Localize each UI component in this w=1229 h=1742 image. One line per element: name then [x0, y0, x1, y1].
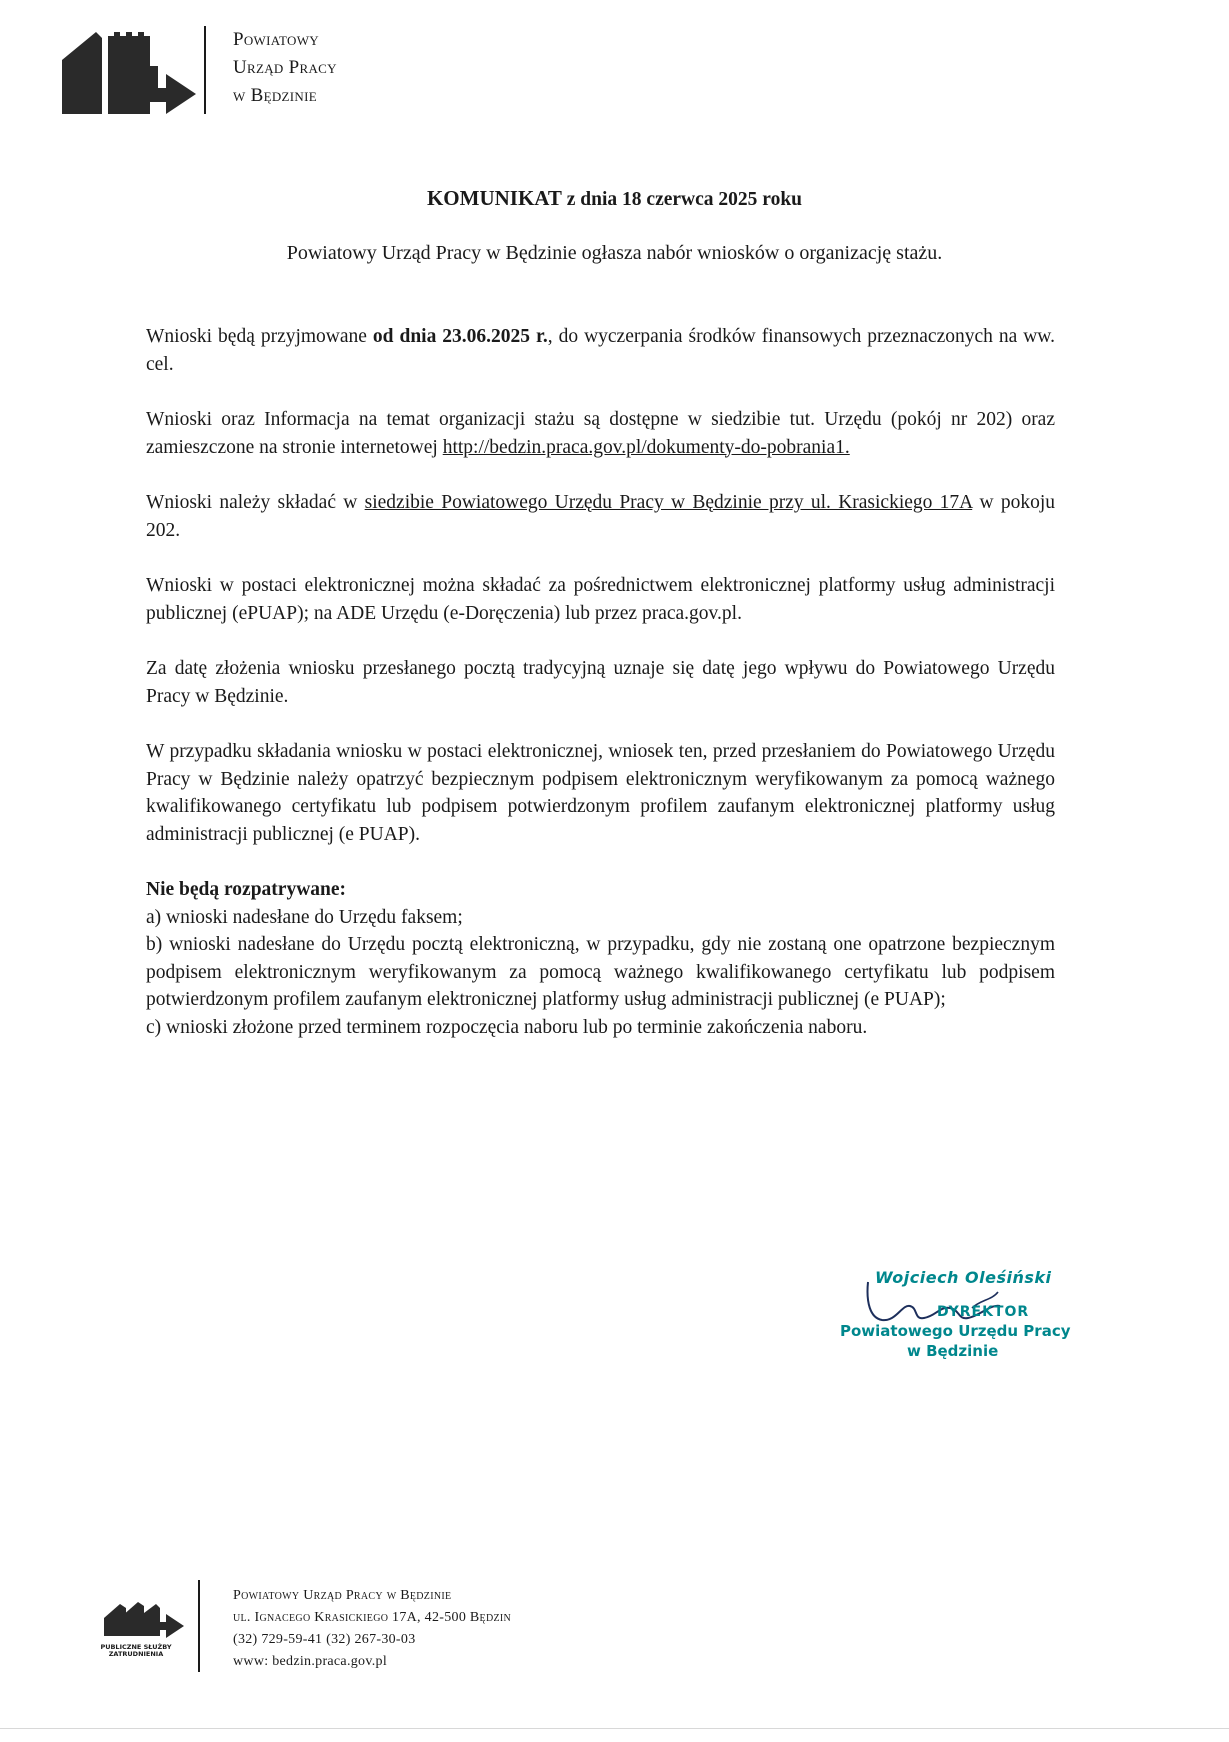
notice-title [0, 186, 1229, 211]
footer-contact [233, 1585, 511, 1673]
stamp-org: Powiatowego Urzędu Pracy [840, 1322, 1071, 1340]
office-address-link: siedzibie Powiatowego Urzędu Pracy w Będzinie przy ul. Krasickiego 17A [364, 492, 973, 513]
director-signature-stamp [840, 1262, 1070, 1372]
office-name-line-3: w Będzinie [233, 85, 317, 106]
paragraph-where-to-submit [146, 489, 1055, 544]
office-name-line-2: Urząd Pracy [233, 57, 337, 78]
footer-www[interactable]: www: bedzin.praca.gov.pl [233, 1654, 388, 1669]
page-edge-rule [0, 1728, 1229, 1729]
p1-end: , do wyczerpania środków finansowych przeznaczonych na ww. cel. [146, 326, 1055, 375]
paragraph-signature-requirement: W przypadku składania wniosku w postaci elektronicznej, wniosek ten, przed przesłaniem do Powiatowego Urzędu Pracy w Będzinie należy opatrzyć bezpiecznym podpisem elektronicznym weryfikowanym za pomocą ważnego kwalifikowanego certyfikatu lub podpisem potwierdzonym profilem zaufanym elektronicznej platformy usług administracji publicznej (e PUAP). [146, 741, 1055, 845]
notice-intro: Powiatowy Urząd Pracy w Będzinie ogłasza nabór wniosków o organizację stażu. [286, 242, 943, 264]
p1-date: od dnia 23.06.2025 r. [372, 326, 548, 347]
rejection-item-a: a) wnioski nadesłane do Urzędu faksem; [146, 906, 463, 928]
rejections-heading: Nie będą rozpatrywane: [146, 879, 347, 900]
pes-logo-icon [100, 1598, 186, 1642]
office-name [233, 26, 337, 110]
footer-office: Powiatowy Urząd Pracy w Będzinie [233, 1588, 452, 1603]
notice-body [146, 323, 1055, 1041]
notice-title-date: z dnia 18 czerwca 2025 roku [566, 189, 803, 210]
pes-label: PUBLICZNE SŁUŻBY ZATRUDNIENIA [100, 1643, 172, 1658]
p2-text: Wnioski oraz Informacja na temat organizacji stażu są dostępne w siedzibie tut. Urzędu (pokój nr 202) oraz zamieszczone na stronie internetowej [146, 409, 1055, 458]
footer-divider [198, 1580, 200, 1672]
paragraph-electronic: Wnioski w postaci elektronicznej można składać za pośrednictwem elektronicznej platformy usług administracji publicznej (ePUAP); na ADE Urzędu (e-Doręczenia) lub przez praca.gov.pl. [146, 575, 1055, 624]
p3-end: w pokoju 202. [146, 492, 1056, 541]
stamp-name: Wojciech Oleśiński [875, 1268, 1052, 1287]
rejection-item-b: b) wnioski nadesłane do Urzędu pocztą elektroniczną, w przypadku, gdy nie zostaną one opatrzone bezpiecznym podpisem elektronicznym weryfikowanym za pomocą ważnego kwalifikowanego certyfikatu lub podpisem potwierdzonym profilem zaufanym elektronicznej platformy usług administracji publicznej (e PUAP); [146, 934, 1055, 1010]
notice-title-word: KOMUNIKAT [426, 186, 562, 210]
paragraph-availability [146, 406, 1055, 461]
paragraph-postal-date: Za datę złożenia wniosku przesłanego pocztą tradycyjną uznaje się datę jego wpływu do Powiatowego Urzędu Pracy w Będzinie. [146, 658, 1055, 707]
footer-phones: (32) 729-59-41 (32) 267-30-03 [233, 1632, 416, 1647]
stamp-title: DYREKTOR [937, 1304, 1030, 1320]
office-logo-icon [62, 26, 196, 114]
p3-start: Wnioski należy składać w [146, 492, 365, 513]
stamp-city: w Będzinie [907, 1342, 999, 1360]
office-name-line-1: Powiatowy [233, 29, 319, 50]
documents-link[interactable]: http://bedzin.praca.gov.pl/dokumenty-do-pobrania1. [442, 436, 850, 458]
footer-address: ul. Ignacego Krasickiego 17A, 42-500 Będzin [233, 1610, 512, 1625]
p1-start: Wnioski będą przyjmowane [146, 326, 373, 347]
rejection-item-c: c) wnioski złożone przed terminem rozpoczęcia naboru lub po terminie zakończenia naboru. [146, 1016, 868, 1038]
paragraph-submission-date [146, 323, 1055, 378]
header-divider [204, 26, 206, 114]
